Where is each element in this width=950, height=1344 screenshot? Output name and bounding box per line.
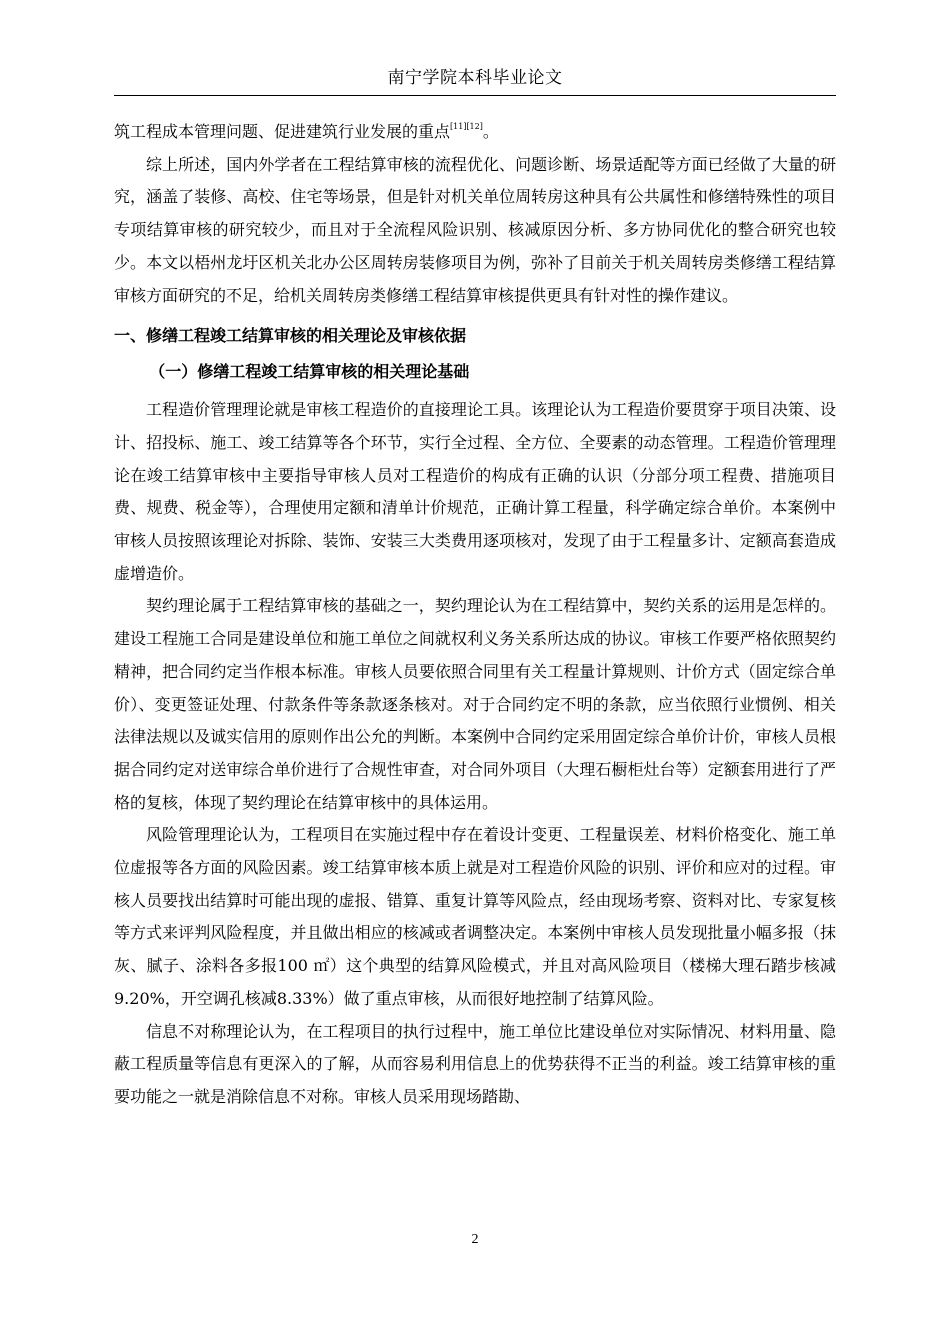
subsection-heading: （一）修缮工程竣工结算审核的相关理论基础: [149, 362, 470, 382]
paragraph-contract-theory: 契约理论属于工程结算审核的基础之一，契约理论认为在工程结算中，契约关系的运用是怎样的。建设工程施工合同是建设单位和施工单位之间就权利义务关系所达成的协议。审核工作要严格依照契约精神，把合同约定当作根本标准。审核人员要依照合同里有关工程量计算规则、计价方式（固定综合单价）、变更签证处理、付款条件等条款逐条核对。对于合同约定不明的条款，应当依照行业惯例、相关法律法规以及诚实信用的原则作出公允的判断。本案例中合同约定采用固定综合单价计价，审核人员根据合同约定对送审综合单价进行了合规性审查，对合同外项目（大理石橱柜灶台等）定额套用进行了严格的复核，体现了契约理论在结算审核中的具体运用。: [114, 596, 836, 812]
continuation-paragraph: [114, 116, 836, 149]
continuation-text: 筑工程成本管理问题、促进建筑行业发展的重点: [114, 122, 451, 141]
header-rule: [114, 95, 836, 96]
continuation-end: 。: [482, 122, 499, 141]
paragraph-information-asymmetry-theory: 信息不对称理论认为，在工程项目的执行过程中，施工单位比建设单位对实际情况、材料用量、隐蔽工程质量等信息有更深入的了解，从而容易利用信息上的优势获得不正当的利益。竣工结算审核的重要功能之一就是消除信息不对称。审核人员采用现场踏勘、: [114, 1021, 836, 1106]
page-number: 2: [471, 1232, 479, 1247]
citation-ref: [11][12]: [450, 122, 483, 131]
running-header: 南宁学院本科毕业论文: [387, 68, 563, 88]
paragraph-risk-management-theory: 风险管理理论认为，工程项目在实施过程中存在着设计变更、工程量误差、材料价格变化、施工单位虚报等各方面的风险因素。竣工结算审核本质上就是对工程造价风险的识别、评价和应对的过程。审核人员要找出结算时可能出现的虚报、错算、重复计算等风险点，经由现场考察、资料对比、专家复核等方式来评判风险程度，并且做出相应的核减或者调整决定。本案例中审核人员发现批量小幅多报（抹灰、腻子、涂料各多报100 ㎡）这个典型的结算风险模式，并且对高风险项目（楼梯大理石踏步核减9.20%，开空调孔核减8.33%）做了重点审核，从而很好地控制了结算风险。: [114, 825, 836, 1008]
paragraph-cost-management-theory: 工程造价管理理论就是审核工程造价的直接理论工具。该理论认为工程造价要贯穿于项目决策、设计、招投标、施工、竣工结算等各个环节，实行全过程、全方位、全要素的动态管理。工程造价管理理论在竣工结算审核中主要指导审核人员对工程造价的构成有正确的认识（分部分项工程费、措施项目费、规费、税金等），合理使用定额和清单计价规范，正确计算工程量，科学确定综合单价。本案例中审核人员按照该理论对拆除、装饰、安装三大类费用逐项核对，发现了由于工程量多计、定额高套造成虚增造价。: [114, 400, 836, 583]
section-heading: 一、修缮工程竣工结算审核的相关理论及审核依据: [114, 326, 467, 346]
summary-paragraph: 综上所述，国内外学者在工程结算审核的流程优化、问题诊断、场景适配等方面已经做了大量的研究，涵盖了装修、高校、住宅等场景，但是针对机关单位周转房这种具有公共属性和修缮特殊性的项目专项结算审核的研究较少，而且对于全流程风险识别、核减原因分析、多方协同优化的整合研究也较少。本文以梧州龙圩区机关北办公区周转房装修项目为例，弥补了目前关于机关周转房类修缮工程结算审核方面研究的不足，给机关周转房类修缮工程结算审核提供更具有针对性的操作建议。: [114, 154, 836, 305]
body-text: [114, 116, 836, 1114]
